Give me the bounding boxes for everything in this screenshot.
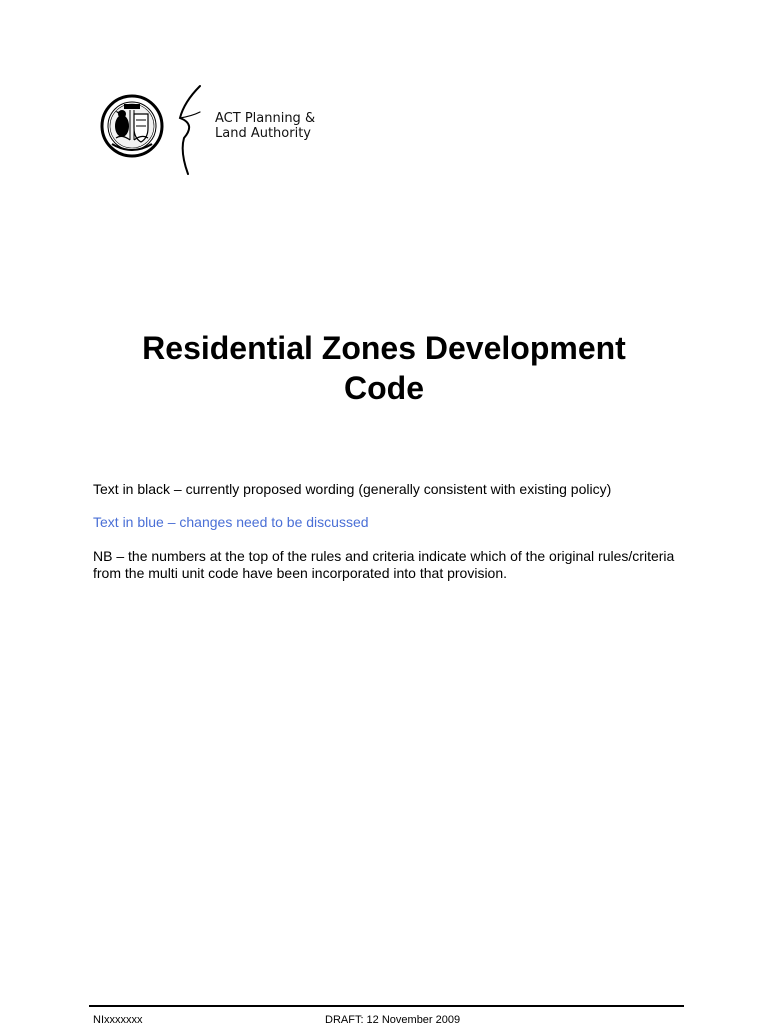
swoosh-mark-icon xyxy=(170,84,210,176)
document-title xyxy=(0,328,768,408)
organisation-name-line2: Land Authority xyxy=(215,126,312,141)
footer-reference: NIxxxxxxx xyxy=(93,1014,143,1026)
document-title-line2: Code xyxy=(344,370,424,406)
footer-draft-date: DRAFT: 12 November 2009 xyxy=(325,1014,461,1026)
footer-divider xyxy=(89,1005,684,1007)
note-blue-text: Text in blue – changes need to be discussed xyxy=(93,514,369,530)
note-black-text: Text in black – currently proposed wording (generally consistent with existing policy) xyxy=(93,481,612,497)
document-title-line1: Residential Zones Development xyxy=(142,330,626,366)
organisation-name-line1: ACT Planning & xyxy=(215,111,316,126)
act-government-crest-icon xyxy=(100,94,164,158)
note-nb: NB – the numbers at the top of the rules and criteria indicate which of the original rules/criteria from the multi unit code have been incorporated into that provision. xyxy=(93,548,675,581)
organisation-name xyxy=(215,111,315,141)
header-logo xyxy=(100,84,340,176)
